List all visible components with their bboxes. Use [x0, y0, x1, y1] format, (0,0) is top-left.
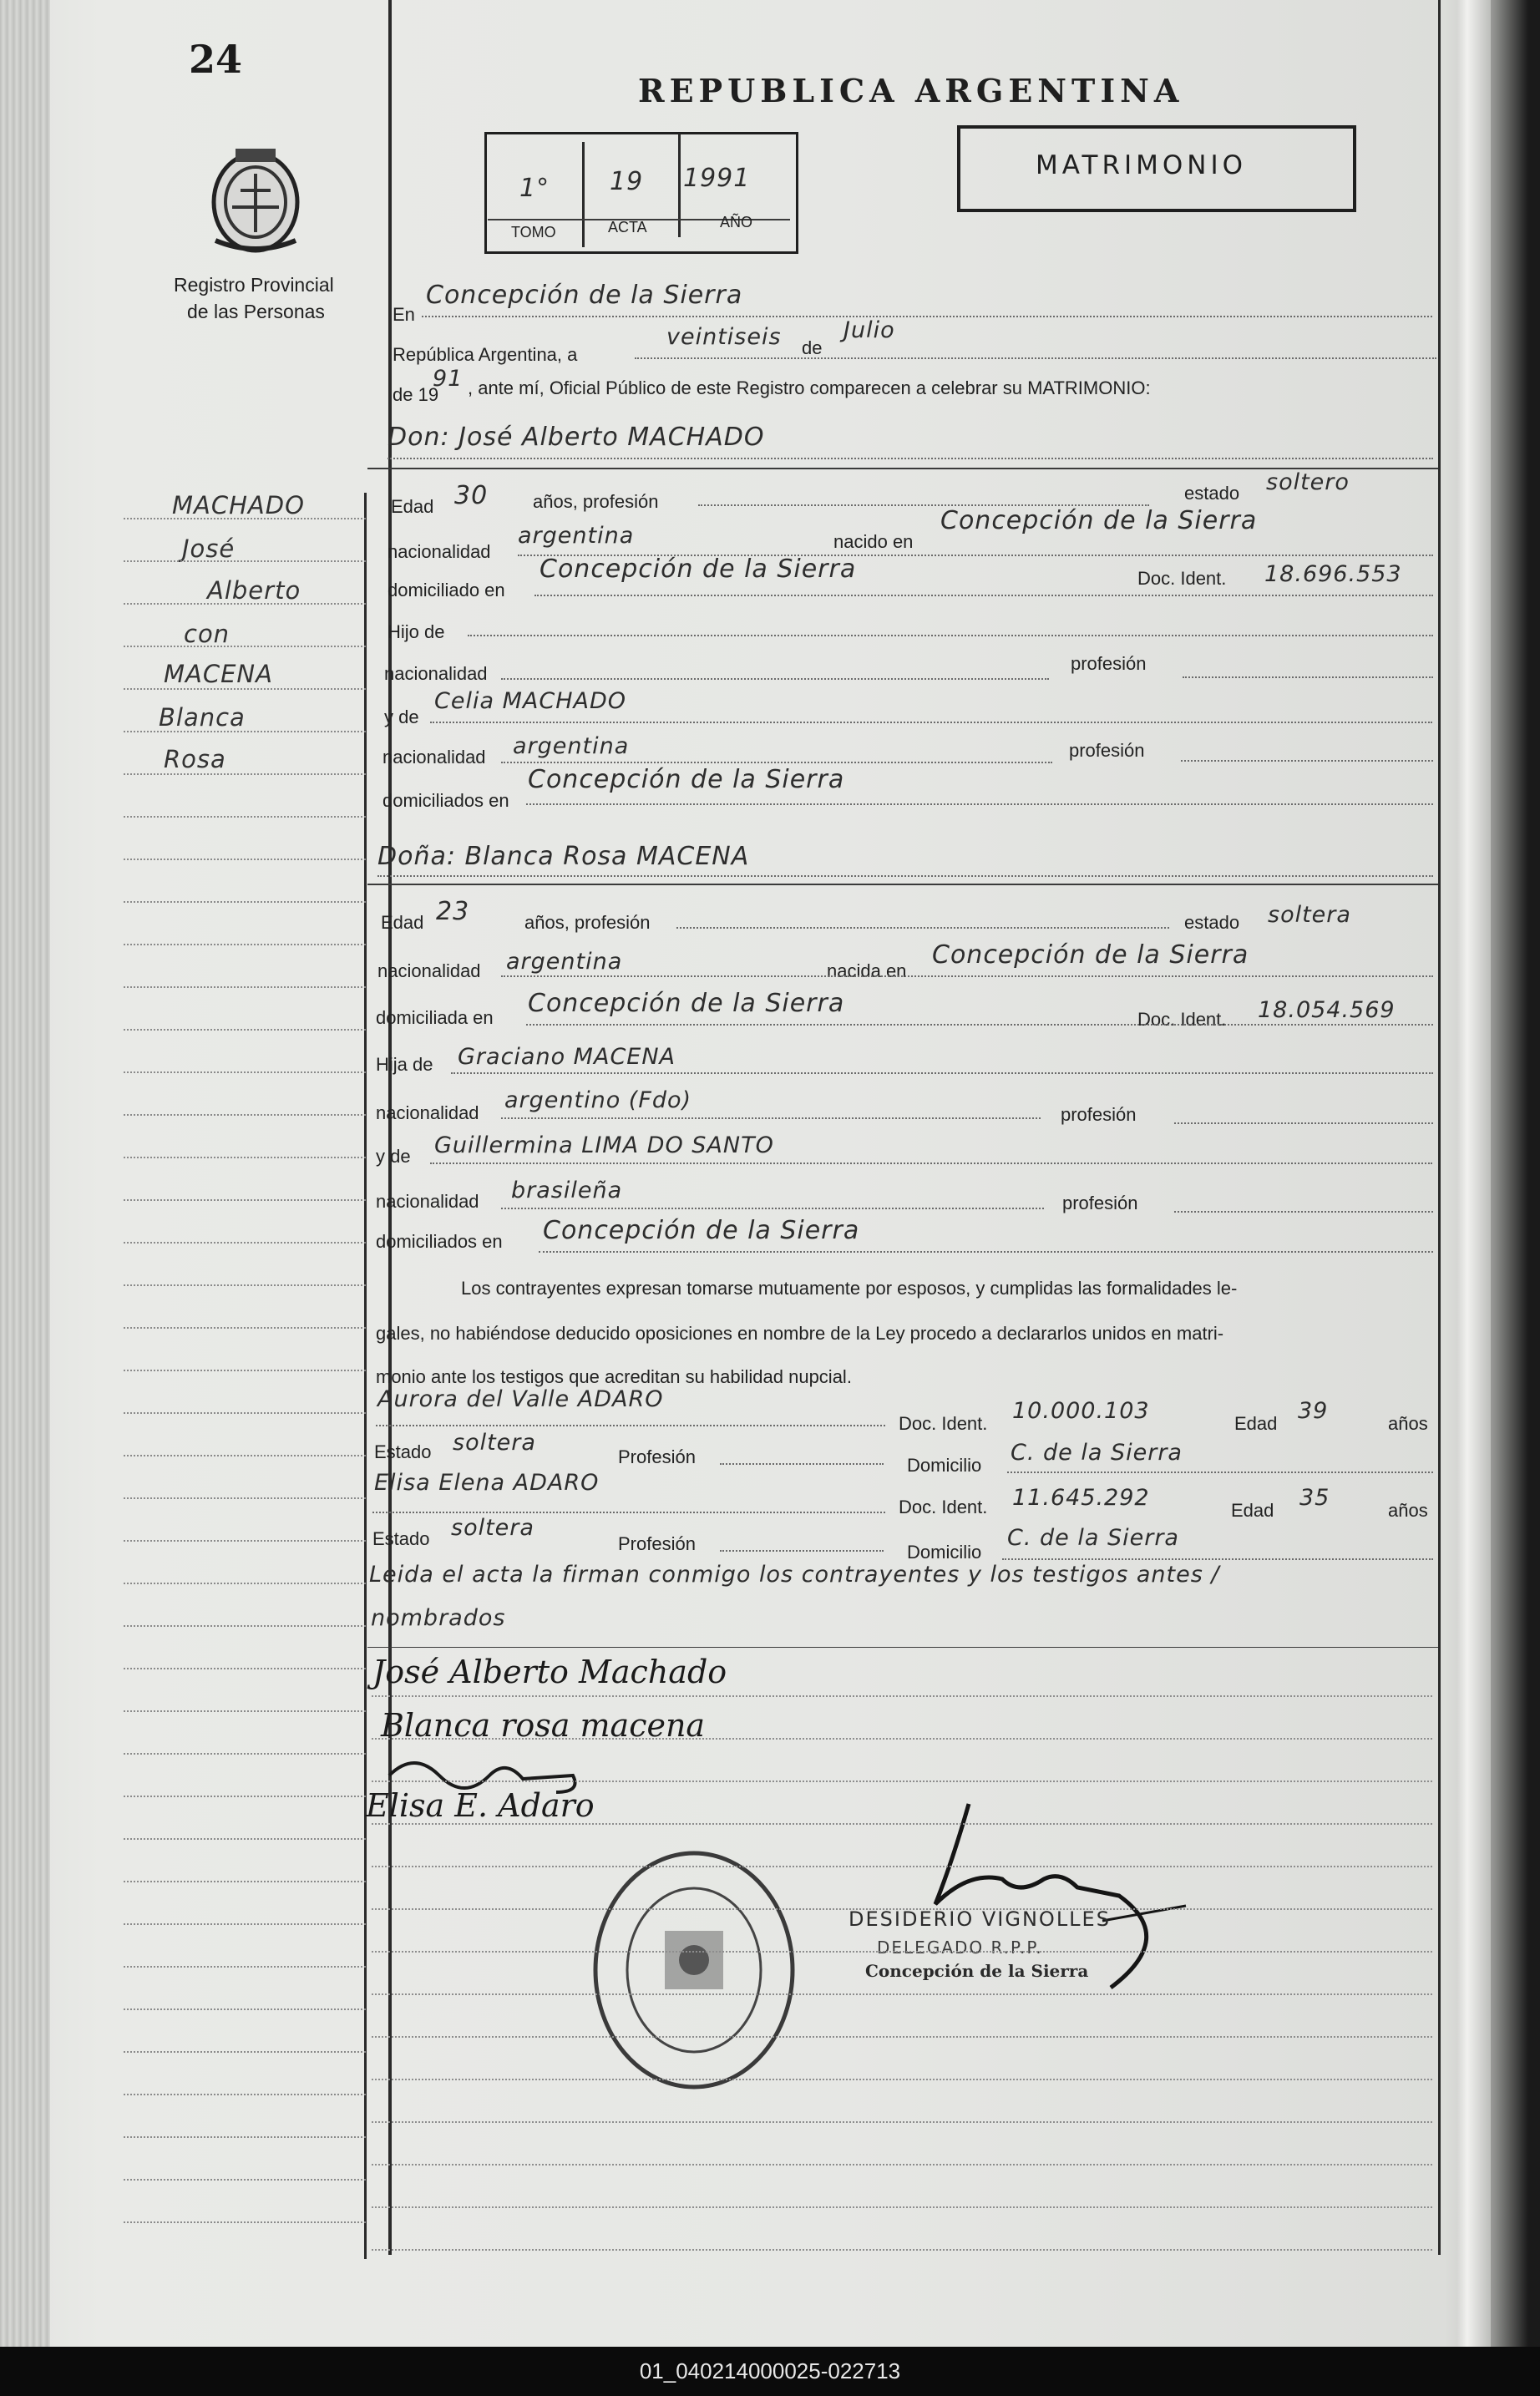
margin-bride-given1: Blanca: [159, 703, 246, 732]
witness2-edad: 35: [1299, 1485, 1330, 1511]
signature-rule-line: [372, 2164, 1432, 2166]
witness1-name-line: [376, 1425, 885, 1426]
margin-rule-line: [124, 1284, 366, 1286]
groom-dom-line: [534, 595, 1433, 596]
book-box-divider-1: [582, 142, 585, 247]
margin-rule-line: [124, 1923, 366, 1925]
margin-rule-line: [124, 816, 366, 818]
left-column-rule: [388, 0, 392, 2255]
margin-rule-line: [124, 2094, 366, 2095]
bride-heading-line: [377, 875, 1433, 877]
marriage-day: veintiseis: [666, 324, 782, 350]
tomo-value: 1°: [519, 174, 550, 203]
margin-rule-line: [124, 2008, 366, 2010]
groom-yde-label: y de: [384, 707, 419, 727]
signature-rule-line: [372, 1695, 1432, 1697]
margin-rule-line: [124, 1540, 366, 1542]
bride-padre-nac-label: nacionalidad: [376, 1102, 479, 1123]
official-name: DESIDERIO VIGNOLLES: [849, 1907, 1111, 1931]
province-emblem-icon: [207, 140, 304, 257]
witness1-prof-label: Profesión: [618, 1446, 696, 1467]
signature-rule-line: [372, 2036, 1432, 2038]
book-box-divider-2: [678, 134, 681, 237]
margin-given2: Alberto: [207, 576, 301, 605]
witness1-estado: soltera: [453, 1430, 536, 1456]
signature-rule-line: [372, 1781, 1432, 1782]
witness1-estado-label: Estado: [374, 1441, 432, 1462]
closing-line1: Leida el acta la firman conmigo los contrayentes y los testigos antes /: [369, 1562, 1220, 1588]
official-title: DELEGADO R.P.P.: [877, 1938, 1043, 1958]
margin-rule-line: [124, 1242, 366, 1244]
groom-padres-domicilio: Concepción de la Sierra: [528, 765, 845, 794]
margin-rule-line: [124, 1710, 366, 1712]
doc-type-label: MATRIMONIO: [1036, 150, 1248, 180]
groom-edad: 30: [454, 481, 489, 510]
page-number: 24: [189, 37, 243, 82]
bride-dom-line: [526, 1024, 1433, 1026]
witness2-edad-label: Edad: [1231, 1500, 1274, 1521]
margin-rule-line: [124, 986, 366, 988]
bride-estado: soltera: [1268, 902, 1351, 928]
bride-padre-prof-label: profesión: [1061, 1104, 1137, 1125]
en-label: En: [393, 304, 415, 325]
bride-yde-label: y de: [376, 1146, 411, 1167]
groom-estado-label: estado: [1184, 483, 1240, 504]
signature-rule-line: [372, 1823, 1432, 1825]
margin-rule-line: [124, 2051, 366, 2053]
groom-nacionalidad: argentina: [518, 523, 635, 549]
signature-rule-line: [372, 2079, 1432, 2080]
bride-nacionalidad: argentina: [506, 949, 623, 975]
witness1-edad-label: Edad: [1234, 1413, 1278, 1434]
country-title: REPUBLICA ARGENTINA: [638, 72, 1184, 109]
margin-rule-line: [124, 560, 366, 562]
margin-rule-line: [124, 1412, 366, 1414]
witness1-edad: 39: [1298, 1398, 1329, 1424]
margin-rule-line: [124, 1625, 366, 1627]
official-place: Concepción de la Sierra: [865, 1961, 1089, 1981]
witness1-dom-line: [1007, 1472, 1433, 1473]
signature-rule-line: [372, 1993, 1432, 1995]
place-line: [422, 316, 1432, 317]
bride-doc: 18.054.569: [1258, 997, 1396, 1023]
witness2-doc: 11.645.292: [1012, 1485, 1150, 1511]
bride-edad: 23: [436, 897, 470, 926]
margin-surname: MACHADO: [172, 491, 305, 519]
groom-doms-line: [526, 803, 1433, 805]
de-label: de: [802, 337, 823, 358]
witness2-prof-label: Profesión: [618, 1533, 696, 1554]
witness2-estado: soltera: [451, 1515, 534, 1541]
closing-rule: [367, 1647, 1438, 1648]
groom-heading: Don: José Alberto MACHADO: [388, 423, 765, 452]
margin-rule-line: [124, 518, 366, 519]
margin-rule-line: [124, 1583, 366, 1584]
bride-anos-label: años, profesión: [524, 912, 651, 933]
year-suffix: 91: [433, 366, 464, 392]
bride-domicilio: Concepción de la Sierra: [528, 989, 845, 1018]
margin-rule-line: [124, 1029, 366, 1031]
margin-rule-line: [124, 603, 366, 605]
margin-bride-given2: Rosa: [164, 745, 226, 773]
witness1-prof-line: [720, 1463, 884, 1465]
bride-estado-label: estado: [1184, 912, 1240, 933]
bride-padres-domicilio: Concepción de la Sierra: [543, 1216, 860, 1245]
registry-line2: de las Personas: [187, 301, 325, 322]
signature-rule-line: [372, 2121, 1432, 2123]
bride-separator: [367, 884, 1438, 885]
bride-madre-nac-line: [501, 1208, 1044, 1209]
groom-madre-line: [430, 722, 1432, 723]
signature-rule-line: [372, 2249, 1432, 2251]
bride-padre-line: [451, 1072, 1433, 1074]
bride-nacida: Concepción de la Sierra: [932, 940, 1249, 970]
bride-dom-label: domiciliada en: [376, 1007, 494, 1028]
groom-nacido: Concepción de la Sierra: [940, 506, 1258, 535]
groom-anos-label: años, profesión: [533, 491, 659, 512]
declaration-line1: Los contrayentes expresan tomarse mutuamente por esposos, y cumplidas las formalidades le-: [461, 1278, 1238, 1299]
witness1-anos-label: años: [1388, 1413, 1428, 1434]
bride-heading: Doña: Blanca Rosa MACENA: [377, 842, 750, 871]
groom-hijo-line: [468, 635, 1433, 636]
signature-groom: José Alberto Machado: [372, 1654, 727, 1690]
bride-doms-label: domiciliados en: [376, 1231, 503, 1252]
margin-bride-surname: MACENA: [164, 660, 273, 688]
witness2-estado-label: Estado: [372, 1528, 430, 1549]
witness2-doc-label: Doc. Ident.: [899, 1497, 988, 1517]
witness1-dom-label: Domicilio: [907, 1455, 982, 1476]
declaration-line2: gales, no habiéndose deducido oposiciones en nombre de la Ley procedo a declararlos unidos en matri-: [376, 1323, 1224, 1344]
book-binding: [0, 0, 50, 2347]
witness2-anos-label: años: [1388, 1500, 1428, 1521]
bride-nac-line: [501, 975, 1433, 977]
margin-rule-line: [124, 1114, 366, 1116]
date-line: [635, 357, 1436, 359]
acta-value: 19: [610, 167, 644, 196]
signature-rule-line: [372, 1738, 1432, 1740]
margin-rule-line: [124, 1327, 366, 1329]
groom-madre: Celia MACHADO: [434, 688, 627, 714]
bride-madre-nac: brasileña: [511, 1178, 623, 1203]
groom-hijo-label: Hijo de: [388, 621, 445, 642]
groom-padre-nac-label: nacionalidad: [384, 663, 488, 684]
republica-label: República Argentina, a: [393, 344, 578, 365]
right-margin-rule: [1438, 0, 1441, 2255]
signature-rule-line: [372, 1908, 1432, 1910]
bride-padre-prof-line: [1174, 1122, 1433, 1124]
groom-madre-nac: argentina: [513, 733, 630, 759]
margin-rule-line: [124, 2179, 366, 2181]
witness1-doc-label: Doc. Ident.: [899, 1413, 988, 1434]
declaration-line3: monio ante los testigos que acreditan su habilidad nupcial.: [376, 1366, 852, 1387]
bride-doc-label: Doc. Ident.: [1137, 1009, 1227, 1030]
groom-doc-label: Doc. Ident.: [1137, 568, 1227, 589]
groom-heading-line: [388, 458, 1433, 459]
groom-padre-prof-line: [1183, 676, 1433, 678]
margin-rule-line: [124, 2136, 366, 2138]
witness2-prof-line: [720, 1550, 884, 1552]
marriage-place: Concepción de la Sierra: [426, 281, 743, 310]
scan-id-footer: 01_040214000025-022713: [0, 2347, 1540, 2396]
groom-padre-prof-label: profesión: [1071, 653, 1147, 674]
margin-rule-line: [124, 2221, 366, 2223]
intro-text: , ante mí, Oficial Público de este Registro comparecen a celebrar su MATRIMONIO:: [468, 377, 1151, 398]
groom-madre-prof-label: profesión: [1069, 740, 1145, 761]
margin-rule-line: [124, 1838, 366, 1840]
groom-madre-nac-line: [501, 762, 1052, 763]
witness2-name-line: [372, 1512, 885, 1513]
groom-estado: soltero: [1266, 469, 1350, 495]
groom-edad-label: Edad: [391, 496, 434, 517]
margin-rule-line: [124, 1071, 366, 1073]
margin-rule-line: [124, 1455, 366, 1456]
witness2-dom-line: [1002, 1558, 1433, 1560]
bride-madre-line: [430, 1163, 1432, 1164]
witness2-dom-label: Domicilio: [907, 1542, 982, 1563]
bride-doms-line: [539, 1251, 1433, 1253]
bride-nac-label: nacionalidad: [377, 960, 481, 981]
bride-hija-label: Hija de: [376, 1054, 433, 1075]
margin-con: con: [184, 620, 230, 648]
margin-rule-line: [124, 1753, 366, 1755]
signature-rule-line: [372, 1866, 1432, 1867]
ano-value: 1991: [683, 164, 751, 193]
bride-profesion-line: [676, 927, 1169, 929]
groom-nac-label: nacionalidad: [388, 541, 491, 562]
margin-rule-line: [124, 1370, 366, 1371]
witness1-doc: 10.000.103: [1012, 1398, 1150, 1424]
groom-nacido-label: nacido en: [833, 531, 914, 552]
witness2-domicilio: C. de la Sierra: [1007, 1525, 1179, 1551]
margin-rule-line: [124, 773, 366, 775]
registry-line1: Registro Provincial: [174, 274, 334, 296]
signature-rule-line: [372, 2206, 1432, 2208]
margin-rule-line: [124, 1796, 366, 1797]
bride-madre-nac-label: nacionalidad: [376, 1191, 479, 1212]
page-edge: [1457, 0, 1491, 2347]
margin-column-rule: [364, 493, 367, 2259]
groom-doms-label: domiciliados en: [382, 790, 509, 811]
bride-nacida-label: nacida en: [827, 960, 907, 981]
signature-witness2: Elisa E. Adaro: [366, 1787, 595, 1824]
tomo-label: TOMO: [511, 224, 556, 241]
margin-rule-line: [124, 1881, 366, 1882]
marriage-month: Julio: [843, 317, 895, 343]
bride-madre: Guillermina LIMA DO SANTO: [434, 1132, 774, 1158]
groom-dom-label: domiciliado en: [388, 580, 505, 600]
margin-rule-line: [124, 1966, 366, 1968]
registry-seal-icon: [590, 1847, 798, 2093]
margin-rule-line: [124, 944, 366, 945]
closing-line2: nombrados: [371, 1605, 506, 1631]
signature-bride: Blanca rosa macena: [381, 1707, 706, 1744]
margin-rule-line: [124, 1157, 366, 1158]
acta-label: ACTA: [608, 219, 647, 236]
margin-rule-line: [124, 1199, 366, 1201]
ano-label: AÑO: [720, 214, 753, 230]
margin-rule-line: [124, 859, 366, 860]
groom-doc: 18.696.553: [1264, 561, 1402, 587]
bride-madre-prof-line: [1174, 1211, 1433, 1213]
witness2-name: Elisa Elena ADARO: [374, 1470, 600, 1496]
year-prefix: de 19: [393, 384, 439, 405]
bride-padre-nac: argentino (Fdo): [504, 1087, 692, 1113]
margin-rule-line: [124, 731, 366, 732]
groom-madre-prof-line: [1181, 760, 1433, 762]
margin-rule-line: [124, 646, 366, 647]
bride-edad-label: Edad: [381, 912, 424, 933]
witness1-name: Aurora del Valle ADARO: [377, 1386, 664, 1412]
witness1-domicilio: C. de la Sierra: [1011, 1440, 1183, 1466]
groom-padre-nac-line: [501, 678, 1049, 680]
margin-rule-line: [124, 1497, 366, 1499]
signature-rule-line: [372, 1951, 1432, 1953]
bride-padre: Graciano MACENA: [458, 1044, 676, 1070]
groom-domicilio: Concepción de la Sierra: [540, 555, 857, 584]
bride-madre-prof-label: profesión: [1062, 1193, 1138, 1213]
margin-rule-line: [124, 1668, 366, 1669]
margin-given1: José: [182, 534, 236, 563]
margin-rule-line: [124, 688, 366, 690]
groom-madre-nac-label: nacionalidad: [382, 747, 486, 767]
margin-rule-line: [124, 901, 366, 903]
bride-padre-nac-line: [501, 1117, 1041, 1119]
